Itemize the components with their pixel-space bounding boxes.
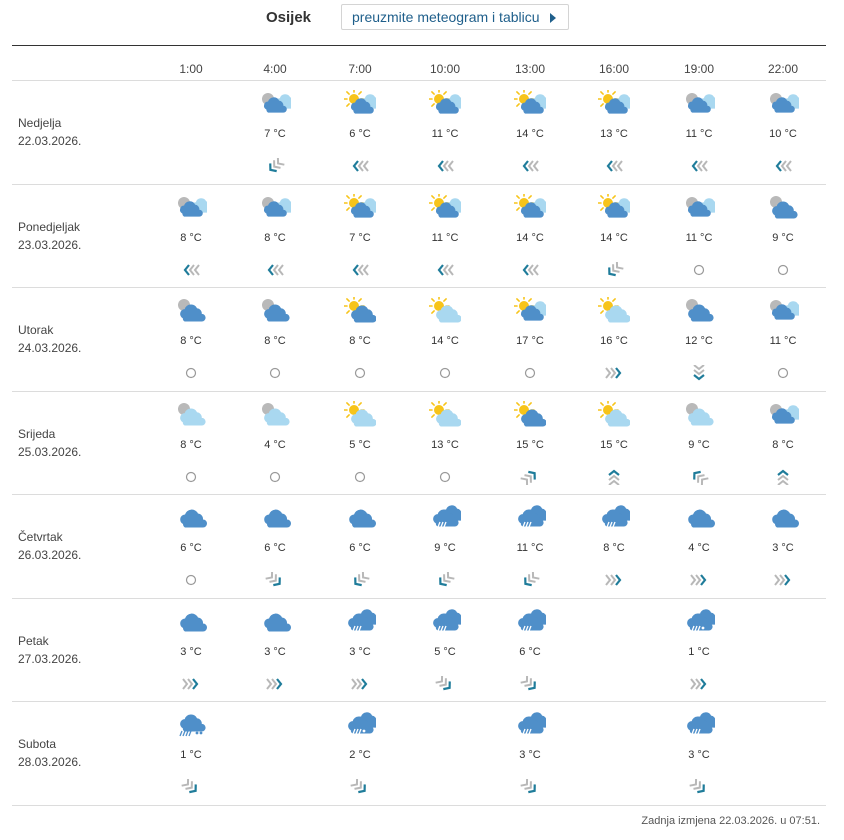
forecast-cell bbox=[410, 90, 480, 190]
temperature: 11 °C bbox=[431, 128, 459, 140]
forecast-cell bbox=[664, 711, 734, 811]
temperature: 17 °C bbox=[516, 335, 544, 347]
forecast-cell bbox=[325, 608, 395, 708]
forecast-cell bbox=[410, 504, 480, 604]
forecast-cell bbox=[156, 608, 226, 708]
forecast-cell bbox=[240, 194, 310, 294]
temperature: 8 °C bbox=[349, 335, 371, 347]
temperature: 8 °C bbox=[180, 438, 202, 451]
forecast-cell bbox=[748, 401, 818, 501]
forecast-cell bbox=[664, 90, 734, 190]
temperature: 8 °C bbox=[772, 438, 794, 451]
day-date: 26.03.2026. bbox=[18, 548, 82, 562]
day-row bbox=[0, 701, 844, 804]
day-name: Ponedjeljak bbox=[18, 219, 81, 234]
temperature: 3 °C bbox=[688, 749, 710, 761]
time-label: 4:00 bbox=[263, 62, 287, 76]
forecast-cell bbox=[410, 297, 480, 397]
forecast-cell bbox=[325, 90, 395, 190]
forecast-cell bbox=[664, 401, 734, 501]
time-header-row bbox=[0, 62, 844, 80]
time-label: 7:00 bbox=[348, 62, 372, 76]
forecast-cell bbox=[156, 401, 226, 501]
time-label: 10:00 bbox=[429, 62, 461, 76]
temperature: 8 °C bbox=[264, 335, 286, 347]
day-date: 27.03.2026. bbox=[18, 651, 82, 666]
temperature: 14 °C bbox=[516, 128, 544, 140]
temperature: 10 °C bbox=[769, 128, 797, 140]
forecast-cell bbox=[579, 504, 649, 604]
row-separator bbox=[12, 805, 826, 806]
city-name: Osijek bbox=[266, 9, 312, 26]
temperature: 7 °C bbox=[264, 128, 286, 140]
forecast-cell bbox=[748, 504, 818, 604]
forecast-cell bbox=[748, 90, 818, 190]
time-label: 13:00 bbox=[514, 62, 546, 76]
time-label: 1:00 bbox=[179, 62, 203, 76]
temperature: 15 °C bbox=[516, 438, 544, 451]
day-label bbox=[18, 528, 81, 564]
day-label bbox=[18, 632, 81, 668]
temperature: 9 °C bbox=[772, 231, 794, 244]
temperature: 1 °C bbox=[180, 749, 202, 761]
day-date: 24.03.2026. bbox=[18, 341, 82, 355]
forecast-cell bbox=[579, 401, 649, 501]
time-label: 16:00 bbox=[598, 62, 630, 76]
temperature: 8 °C bbox=[264, 231, 286, 244]
temperature: 8 °C bbox=[180, 335, 202, 347]
last-update-text: Zadnja izmjena 22.03.2026. u 07:51. bbox=[641, 815, 820, 827]
temperature: 6 °C bbox=[349, 128, 371, 140]
day-row bbox=[0, 184, 844, 287]
temperature: 3 °C bbox=[519, 749, 541, 761]
forecast-cell bbox=[495, 608, 565, 708]
forecast-cell bbox=[748, 297, 818, 397]
forecast-cell bbox=[156, 297, 226, 397]
temperature: 5 °C bbox=[434, 645, 456, 658]
temperature: 11 °C bbox=[685, 128, 713, 140]
forecast-cell bbox=[495, 504, 565, 604]
day-date: 22.03.2026. bbox=[18, 134, 82, 148]
forecast-cell bbox=[664, 504, 734, 604]
forecast-cell bbox=[325, 194, 395, 294]
temperature: 7 °C bbox=[349, 231, 371, 244]
time-label: 22:00 bbox=[767, 62, 799, 76]
temperature: 2 °C bbox=[349, 749, 371, 761]
temperature: 4 °C bbox=[688, 542, 710, 554]
forecast-cell bbox=[240, 504, 310, 604]
day-name: Petak bbox=[18, 633, 49, 648]
forecast-cell bbox=[325, 297, 395, 397]
day-name: Četvrtak bbox=[18, 530, 63, 544]
day-name: Srijeda bbox=[18, 426, 56, 441]
day-row bbox=[0, 287, 844, 390]
day-row bbox=[0, 391, 844, 494]
temperature: 11 °C bbox=[685, 231, 713, 244]
temperature: 1 °C bbox=[688, 645, 710, 658]
time-label: 19:00 bbox=[683, 62, 715, 76]
temperature: 14 °C bbox=[600, 231, 628, 244]
day-row bbox=[0, 494, 844, 597]
temperature: 9 °C bbox=[434, 542, 456, 554]
temperature: 11 °C bbox=[769, 335, 797, 347]
temperature: 16 °C bbox=[600, 335, 628, 347]
header bbox=[0, 0, 844, 40]
day-row bbox=[0, 598, 844, 701]
forecast-cell bbox=[664, 297, 734, 397]
forecast-cell bbox=[240, 90, 310, 190]
forecast-cell bbox=[579, 90, 649, 190]
download-meteogram-label: preuzmite meteogram i tablicu bbox=[352, 9, 540, 25]
forecast-cell bbox=[156, 194, 226, 294]
forecast-cell bbox=[325, 711, 395, 811]
forecast-cell bbox=[325, 504, 395, 604]
temperature: 3 °C bbox=[772, 542, 794, 554]
forecast-cell bbox=[495, 401, 565, 501]
day-name: Subota bbox=[18, 737, 57, 751]
day-row bbox=[0, 80, 844, 183]
forecast-cell bbox=[579, 297, 649, 397]
temperature: 3 °C bbox=[180, 645, 202, 658]
temperature: 6 °C bbox=[519, 645, 541, 658]
temperature: 6 °C bbox=[264, 542, 286, 554]
temperature: 6 °C bbox=[349, 542, 371, 554]
temperature: 3 °C bbox=[264, 645, 286, 658]
temperature: 15 °C bbox=[600, 438, 628, 451]
day-name: Utorak bbox=[18, 323, 54, 337]
temperature: 14 °C bbox=[431, 335, 459, 347]
temperature: 3 °C bbox=[349, 645, 371, 658]
forecast-cell bbox=[240, 401, 310, 501]
forecast-cell bbox=[748, 194, 818, 294]
day-label bbox=[18, 425, 81, 461]
temperature: 6 °C bbox=[180, 542, 202, 554]
day-name: Nedjelja bbox=[18, 116, 62, 130]
forecast-cell bbox=[156, 504, 226, 604]
forecast-cell bbox=[579, 194, 649, 294]
download-meteogram-button[interactable] bbox=[341, 4, 569, 30]
day-label bbox=[18, 218, 81, 254]
temperature: 8 °C bbox=[603, 542, 625, 554]
temperature: 13 °C bbox=[431, 438, 459, 451]
caret-right-icon bbox=[550, 13, 556, 23]
temperature: 11 °C bbox=[431, 231, 459, 244]
temperature: 11 °C bbox=[516, 542, 544, 554]
forecast-cell bbox=[495, 711, 565, 811]
forecast-cell bbox=[156, 711, 226, 811]
day-date: 25.03.2026. bbox=[18, 444, 82, 459]
forecast-cell bbox=[410, 608, 480, 708]
forecast-cell bbox=[410, 194, 480, 294]
temperature: 8 °C bbox=[180, 231, 202, 244]
day-date: 23.03.2026. bbox=[18, 237, 82, 252]
forecast-cell bbox=[495, 297, 565, 397]
temperature: 13 °C bbox=[600, 128, 628, 140]
forecast-cell bbox=[240, 297, 310, 397]
forecast-cell bbox=[325, 401, 395, 501]
forecast-cell bbox=[664, 608, 734, 708]
day-label bbox=[18, 321, 81, 357]
forecast-cell bbox=[664, 194, 734, 294]
temperature: 5 °C bbox=[349, 438, 371, 451]
temperature: 14 °C bbox=[516, 231, 544, 244]
day-label bbox=[18, 114, 81, 150]
day-label bbox=[18, 735, 81, 771]
temperature: 9 °C bbox=[688, 438, 710, 451]
day-date: 28.03.2026. bbox=[18, 755, 82, 769]
forecast-cell bbox=[495, 90, 565, 190]
table-top-rule bbox=[12, 45, 826, 46]
forecast-cell bbox=[495, 194, 565, 294]
forecast-cell bbox=[240, 608, 310, 708]
forecast-cell bbox=[410, 401, 480, 501]
temperature: 4 °C bbox=[264, 438, 286, 451]
temperature: 12 °C bbox=[685, 335, 713, 347]
